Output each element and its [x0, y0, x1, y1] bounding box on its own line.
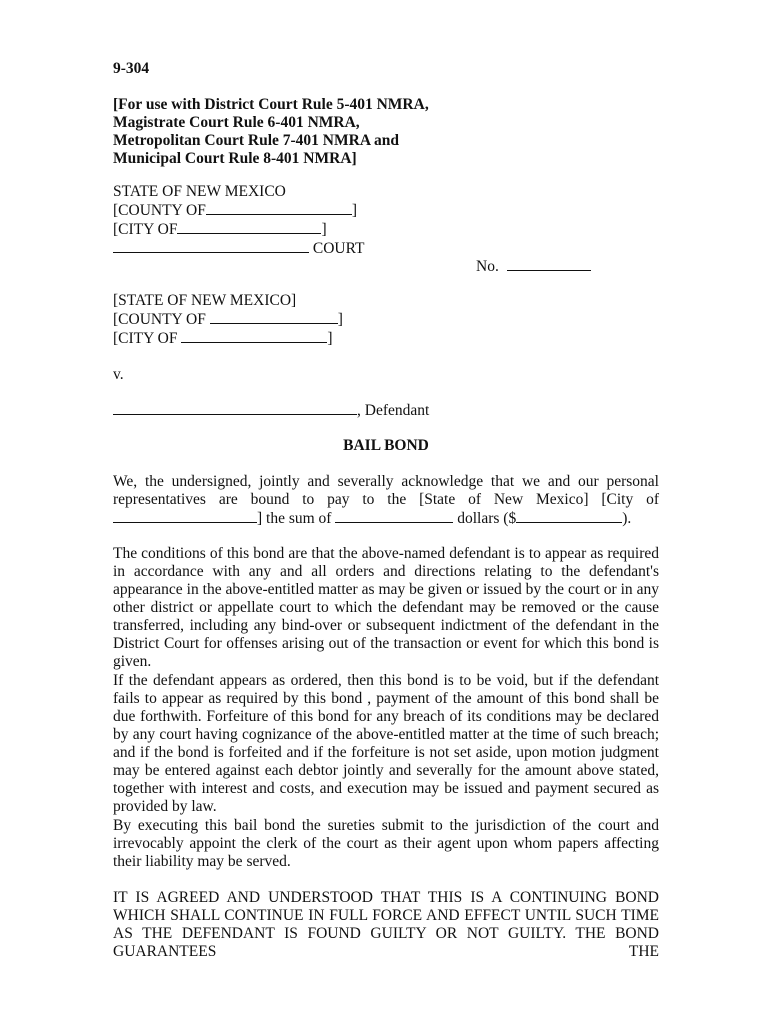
acknowledgment-amounts	[113, 509, 659, 528]
usage-note-line: [For use with District Court Rule 5-401 NMRA,	[113, 96, 429, 113]
case-number-label: No.	[476, 258, 499, 275]
form-number: 9-304	[113, 60, 150, 77]
forfeiture-paragraph: If the defendant appears as ordered, then this bond is to be void, but if the defendant fails to appear as required by this bond , payment of the amount of this bond shall be due forthwith. Forfeiture of this bond for any breach of its conditions may be declared by any court having cognizance of the above-entitled matter at the time of such breach; and if the bond is forfeited and if the forfeiture is not set aside, upon motion judgment may be entered against each debtor jointly and severally for the amount above stated, together with interest and costs, and execution may be issued and payment secured as provided by law.	[113, 672, 659, 815]
sum-prefix: ] the sum of	[257, 510, 332, 527]
city-blank-field[interactable]	[177, 220, 321, 234]
city-name-blank-field[interactable]	[113, 509, 257, 523]
plaintiff-county-prefix: [COUNTY OF	[113, 311, 206, 328]
caption-county-suffix: ]	[351, 202, 358, 219]
plaintiff-city	[113, 329, 659, 348]
plaintiff-state: [STATE OF NEW MEXICO]	[113, 292, 297, 309]
usage-note-line: Metropolitan Court Rule 7-401 NMRA and	[113, 132, 400, 149]
conditions-paragraph: The conditions of this bond are that the above-named defendant is to appear as required in accordance with any and all orders and directions relating to the defendant's appearance in the above-entitled matter as may be given or issued by the court or in any other district or appellate court to which the defendant may be removed or the cause transferred, including any bind-over or subsequent indictment of the defendant in the District Court for offenses arising out of the transaction or event for which this bond is given.	[113, 545, 659, 670]
caption-county-prefix: [COUNTY OF	[113, 202, 206, 219]
caption-court	[113, 239, 659, 258]
court-name-blank-field[interactable]	[113, 239, 309, 253]
dollars-prefix: dollars ($	[457, 510, 517, 527]
document-title: BAIL BOND	[343, 437, 429, 454]
sum-words-blank-field[interactable]	[335, 509, 453, 523]
case-number	[476, 257, 591, 276]
dollar-amount-blank-field[interactable]	[516, 509, 622, 523]
plaintiff-county	[113, 310, 659, 329]
jurisdiction-paragraph: By executing this bail bond the sureties submit to the jurisdiction of the court and irrevocably appoint the clerk of the court as their agent upon whom papers affecting their liability may be served.	[113, 817, 659, 870]
defendant-name-blank-field[interactable]	[113, 401, 357, 415]
caption-city-prefix: [CITY OF	[113, 221, 178, 238]
defendant-label: , Defendant	[357, 402, 430, 419]
acknowledgment-paragraph	[113, 473, 659, 528]
caption-court-suffix: COURT	[312, 240, 365, 257]
acknowledgment-text: We, the undersigned, jointly and severally acknowledge that we and our personal representatives are bound to pay to the [State of New Mexico] [City of	[113, 473, 659, 508]
usage-note-line: Municipal Court Rule 8-401 NMRA]	[113, 150, 357, 167]
plaintiff-county-suffix: ]	[337, 311, 343, 328]
plaintiff-county-blank-field[interactable]	[210, 310, 338, 324]
plaintiff-city-prefix: [CITY OF	[113, 330, 178, 347]
plaintiff-caption	[113, 292, 659, 348]
caption-county	[113, 201, 659, 220]
caption-state: STATE OF NEW MEXICO	[113, 183, 286, 200]
plaintiff-city-blank-field[interactable]	[181, 329, 327, 343]
plaintiff-city-suffix: ]	[327, 330, 333, 347]
case-number-blank-field[interactable]	[507, 257, 591, 271]
usage-note-line: Magistrate Court Rule 6-401 NMRA,	[113, 114, 360, 131]
versus: v.	[113, 366, 124, 383]
defendant-line	[113, 401, 659, 420]
caption-city-suffix: ]	[321, 221, 327, 238]
dollars-suffix: ).	[622, 510, 632, 527]
caption-city	[113, 220, 659, 239]
court-caption	[113, 183, 659, 258]
usage-note	[113, 96, 659, 168]
county-blank-field[interactable]	[206, 201, 352, 215]
continuing-bond-paragraph: IT IS AGREED AND UNDERSTOOD THAT THIS IS A CONTINUING BOND WHICH SHALL CONTINUE IN FULL FORCE AND EFFECT UNTIL SUCH TIME AS THE DEFENDANT IS FOUND GUILTY OR NOT GUILTY. THE BOND GUARANTEES THE	[113, 889, 659, 960]
